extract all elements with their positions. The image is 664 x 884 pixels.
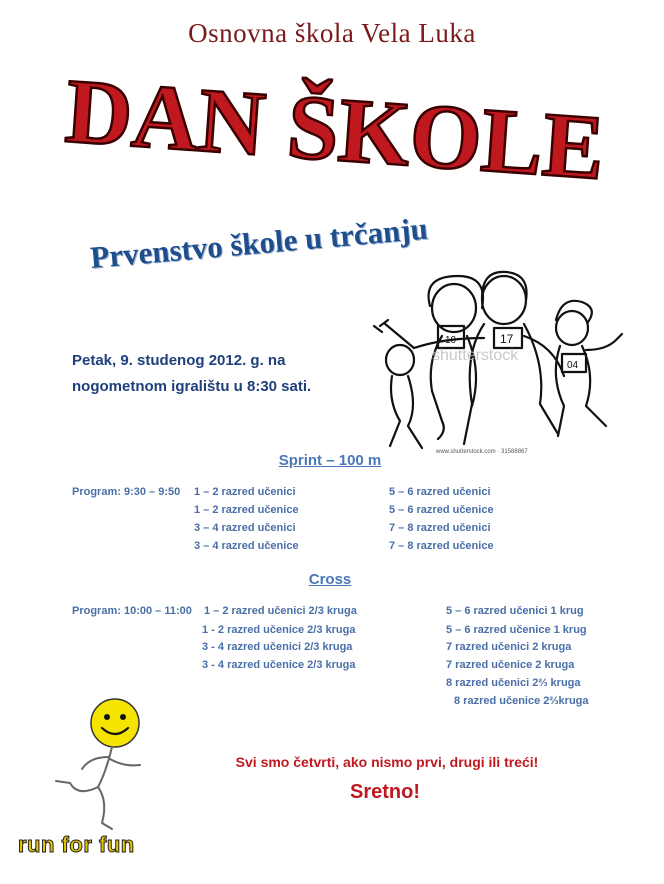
runners-svg — [372, 268, 626, 456]
watermark-text: shutterstock — [432, 347, 519, 364]
cross-right-item: 8 razred učenice 2⅔kruga — [454, 695, 589, 707]
event-location-line: nogometnom igralištu u 8:30 sati. — [72, 378, 312, 395]
smiley-face-icon — [91, 699, 139, 747]
cross-left-item: 1 - 2 razred učenice 2/3 kruga — [202, 624, 356, 636]
cross-left-item: 3 - 4 razred učenici 2/3 kruga — [202, 641, 353, 653]
runners-illustration — [372, 268, 626, 456]
school-name: Osnovna škola Vela Luka — [188, 18, 476, 48]
event-date-line: Petak, 9. studenog 2012. g. na — [72, 352, 286, 369]
event-info — [72, 348, 362, 400]
image-footer-text: www.shutterstock.com · 31588867 — [436, 449, 528, 455]
cross-left-item: 1 – 2 razred učenici 2/3 kruga — [204, 605, 357, 617]
sprint-left-item: 3 – 4 razred učenici — [194, 522, 296, 534]
sprint-right-item: 5 – 6 razred učenici — [389, 486, 491, 498]
bib-center: 17 — [500, 332, 514, 346]
good-luck-text: Sretno! — [350, 781, 420, 803]
event-title-graphic — [60, 60, 620, 190]
bib-left: 10 — [445, 335, 457, 346]
cross-right-item: 8 razred učenici 2⅔ kruga — [446, 677, 581, 689]
bib-right: 04 — [567, 360, 579, 371]
cross-heading: Cross — [308, 571, 352, 588]
cross-right-item: 5 – 6 razred učenici 1 krug — [446, 605, 584, 617]
sprint-right-item: 7 – 8 razred učenice — [389, 540, 494, 552]
motto-text: Svi smo četvrti, ako nismo prvi, drugi ili treći! — [235, 754, 539, 770]
cross-right-item: 5 – 6 razred učenice 1 krug — [446, 624, 587, 636]
event-title: DAN ŠKOLE — [62, 60, 608, 190]
run-for-fun-logo-text: run for fun — [18, 832, 135, 857]
sprint-program-label: Program: 9:30 – 9:50 — [72, 486, 181, 498]
sprint-left-item: 1 – 2 razred učenici — [194, 486, 296, 498]
sprint-left-item: 1 – 2 razred učenice — [194, 504, 299, 516]
sprint-left-item: 3 – 4 razred učenice — [194, 540, 299, 552]
sprint-heading: Sprint – 100 m — [278, 452, 382, 469]
sprint-right-item: 5 – 6 razred učenice — [389, 504, 494, 516]
cross-right-item: 7 razred učenici 2 kruga — [446, 641, 572, 653]
cross-program-label: Program: 10:00 – 11:00 — [72, 605, 192, 617]
sprint-right-item: 7 – 8 razred učenici — [389, 522, 491, 534]
title-svg — [60, 60, 620, 190]
event-subtitle: Prvenstvo škole u trčanju — [88, 210, 430, 276]
cross-right-item: 7 razred učenice 2 kruga — [446, 659, 575, 671]
cross-left-item: 3 - 4 razred učenice 2/3 kruga — [202, 659, 356, 671]
